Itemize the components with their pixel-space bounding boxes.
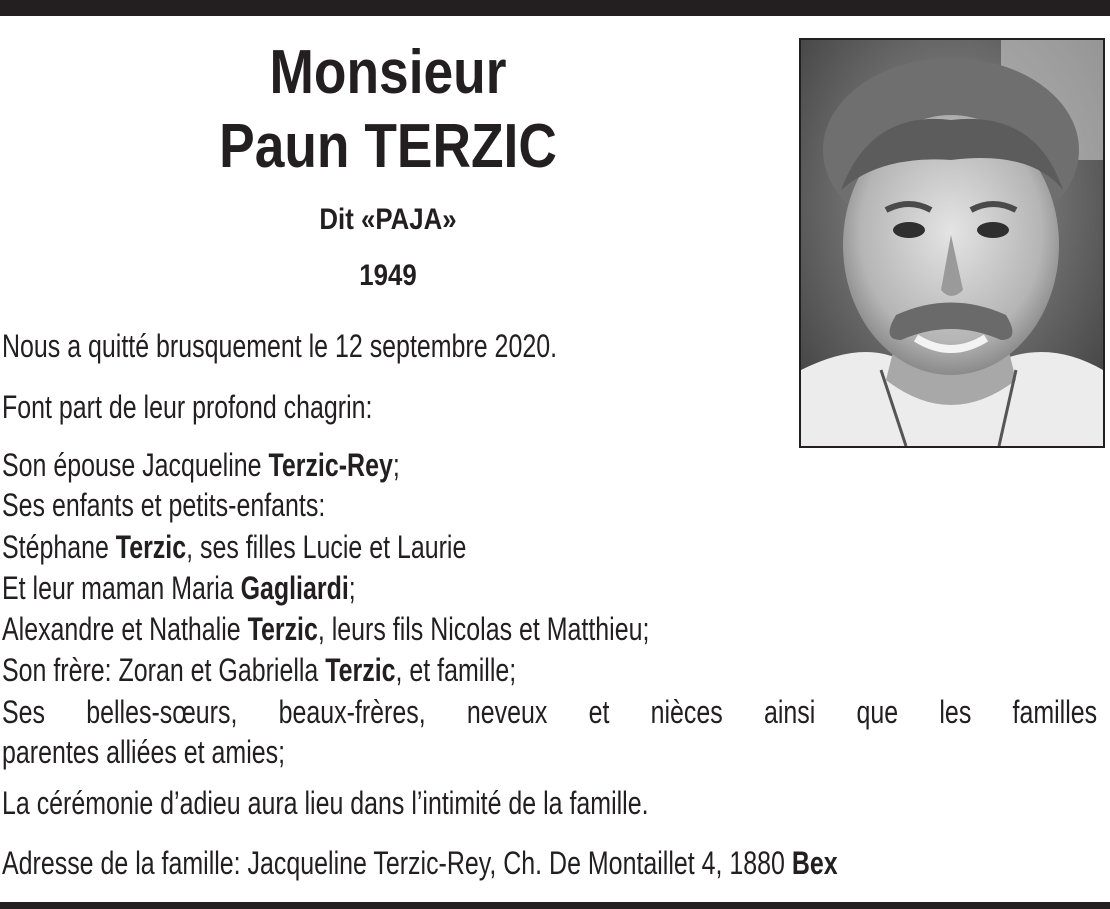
spouse-prefix: Son épouse Jacqueline	[2, 447, 269, 483]
spouse-line	[2, 447, 400, 483]
birth-year: 1949	[359, 259, 417, 292]
address-line	[2, 845, 838, 881]
child1-mother-line	[2, 570, 356, 606]
honorific-title: Monsieur	[269, 38, 507, 107]
child1-surname: Terzic	[115, 529, 187, 565]
child2-line	[2, 611, 649, 647]
announcement-line: Nous a quitté brusquement le 12 septembre 2020.	[2, 328, 558, 364]
spouse-surname: Terzic-Rey	[268, 447, 393, 483]
brother-surname: Terzic	[325, 652, 396, 688]
bottom-rule	[0, 902, 1110, 909]
mother-prefix: Et leur maman Maria	[2, 570, 241, 606]
child2-suffix: , leurs fils Nicolas et Matthieu;	[317, 611, 650, 647]
intro-line: Font part de leur profond chagrin:	[2, 389, 373, 425]
mother-suffix: ;	[348, 570, 356, 606]
brother-line	[2, 652, 516, 688]
portrait-icon	[801, 40, 1103, 446]
spouse-suffix: ;	[392, 447, 400, 483]
brother-suffix: , et famille;	[395, 652, 517, 688]
brother-prefix: Son frère: Zoran et Gabriella	[2, 652, 326, 688]
obituary-header	[0, 36, 776, 304]
address-town: Bex	[791, 845, 838, 881]
portrait-photo	[799, 38, 1105, 448]
mother-surname: Gagliardi	[240, 570, 349, 606]
ceremony-line: La cérémonie d’adieu aura lieu dans l’intimité de la famille.	[2, 785, 649, 821]
address-prefix: Adresse de la famille: Jacqueline Terzic-Rey, Ch. De Montaillet 4, 1880	[2, 845, 792, 881]
child1-line	[2, 529, 466, 565]
in-laws-line-2: parentes alliées et amies;	[2, 734, 286, 770]
child2-surname: Terzic	[247, 611, 318, 647]
deceased-name: Paun TERZIC	[219, 112, 557, 181]
top-rule	[0, 0, 1110, 16]
in-laws-line-1: Ses belles-sœurs, beaux-frères, neveux et nièces ainsi que les familles	[2, 694, 1098, 730]
child1-suffix: , ses filles Lucie et Laurie	[186, 529, 467, 565]
nickname: Dit «PAJA»	[319, 203, 457, 236]
child2-prefix: Alexandre et Nathalie	[2, 611, 248, 647]
children-intro-line: Ses enfants et petits-enfants:	[2, 487, 326, 523]
child1-prefix: Stéphane	[2, 529, 116, 565]
